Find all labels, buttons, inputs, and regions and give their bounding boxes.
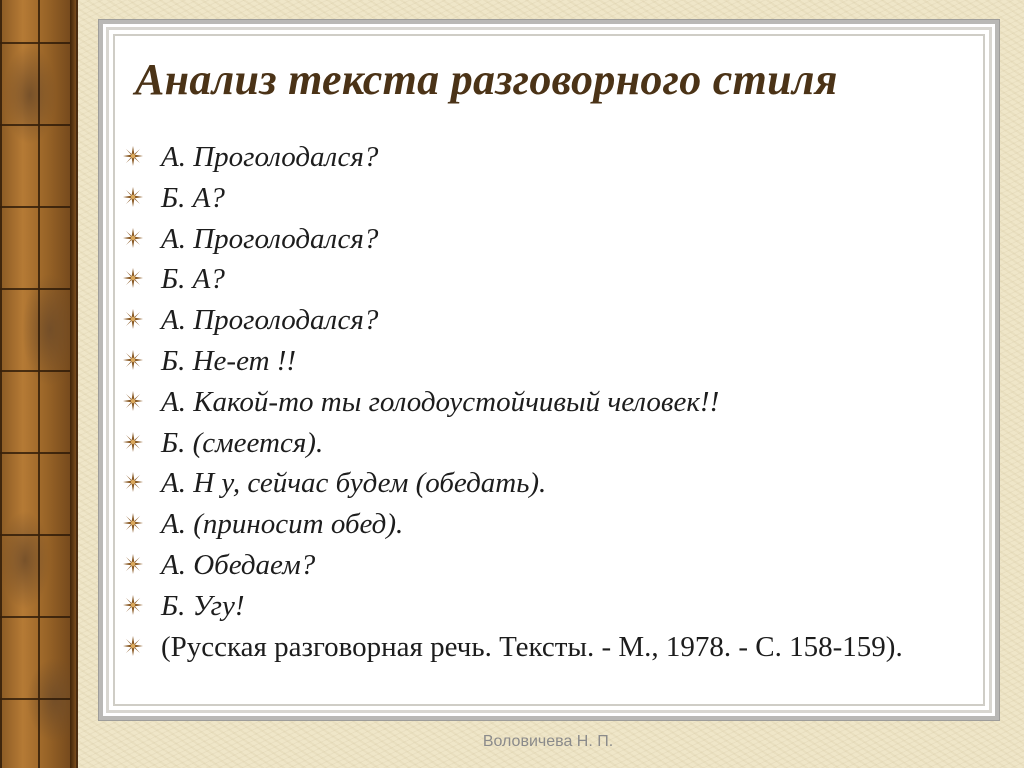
list-item-text: А. Н у, сейчас будем (обедать). bbox=[161, 467, 547, 500]
list-item bbox=[123, 260, 973, 301]
star-bullet-icon bbox=[123, 228, 143, 248]
list-item-text: Б. Угу! bbox=[161, 589, 245, 622]
star-bullet-icon bbox=[123, 554, 143, 574]
list-item-text: Б. (смеется). bbox=[161, 426, 324, 459]
list-item bbox=[123, 220, 973, 261]
list-item bbox=[123, 383, 973, 424]
star-bullet-icon bbox=[123, 146, 143, 166]
slide-title: Анализ текста разговорного стиля bbox=[135, 55, 838, 104]
star-bullet-icon bbox=[123, 513, 143, 533]
list-item-text: Б. А? bbox=[161, 263, 225, 296]
list-item-text: А. Проголодался? bbox=[161, 141, 379, 173]
list-item bbox=[123, 505, 973, 546]
list-item bbox=[123, 301, 973, 342]
star-bullet-icon bbox=[123, 309, 143, 329]
star-bullet-icon bbox=[123, 350, 143, 370]
list-item bbox=[123, 546, 973, 587]
list-item bbox=[123, 464, 973, 505]
star-bullet-icon bbox=[123, 187, 143, 207]
list-item bbox=[123, 138, 973, 179]
list-item-text: А. Какой-то ты голодоустойчивый человек!! bbox=[161, 385, 720, 418]
list-item bbox=[123, 424, 973, 465]
strip-edge bbox=[70, 0, 76, 768]
list-item bbox=[123, 587, 973, 628]
decorative-side-strip bbox=[0, 0, 78, 768]
list-item bbox=[123, 179, 973, 220]
list-item bbox=[123, 628, 973, 669]
list-item-text: (Русская разговорная речь. Тексты. - М., 1978. - С. 158-159). bbox=[161, 630, 903, 663]
star-bullet-icon bbox=[123, 472, 143, 492]
slide-footer-author: Воловичева Н. П. bbox=[482, 733, 614, 750]
list-item-text: Б. А? bbox=[161, 181, 225, 214]
strip-pattern bbox=[0, 0, 76, 768]
list-item-text: А. Проголодался? bbox=[161, 222, 379, 255]
list-item-text: А. Проголодался? bbox=[161, 304, 379, 337]
slide-panel bbox=[99, 20, 999, 720]
list-item-text: А. (приносит обед). bbox=[161, 508, 404, 541]
star-bullet-icon bbox=[123, 636, 143, 656]
bullet-list bbox=[123, 138, 973, 668]
list-item-text: Б. Не-ет !! bbox=[161, 344, 297, 377]
star-bullet-icon bbox=[123, 391, 143, 411]
list-item-text: А. Обедаем? bbox=[161, 548, 316, 581]
star-bullet-icon bbox=[123, 432, 143, 452]
list-item bbox=[123, 342, 973, 383]
star-bullet-icon bbox=[123, 595, 143, 615]
star-bullet-icon bbox=[123, 268, 143, 288]
